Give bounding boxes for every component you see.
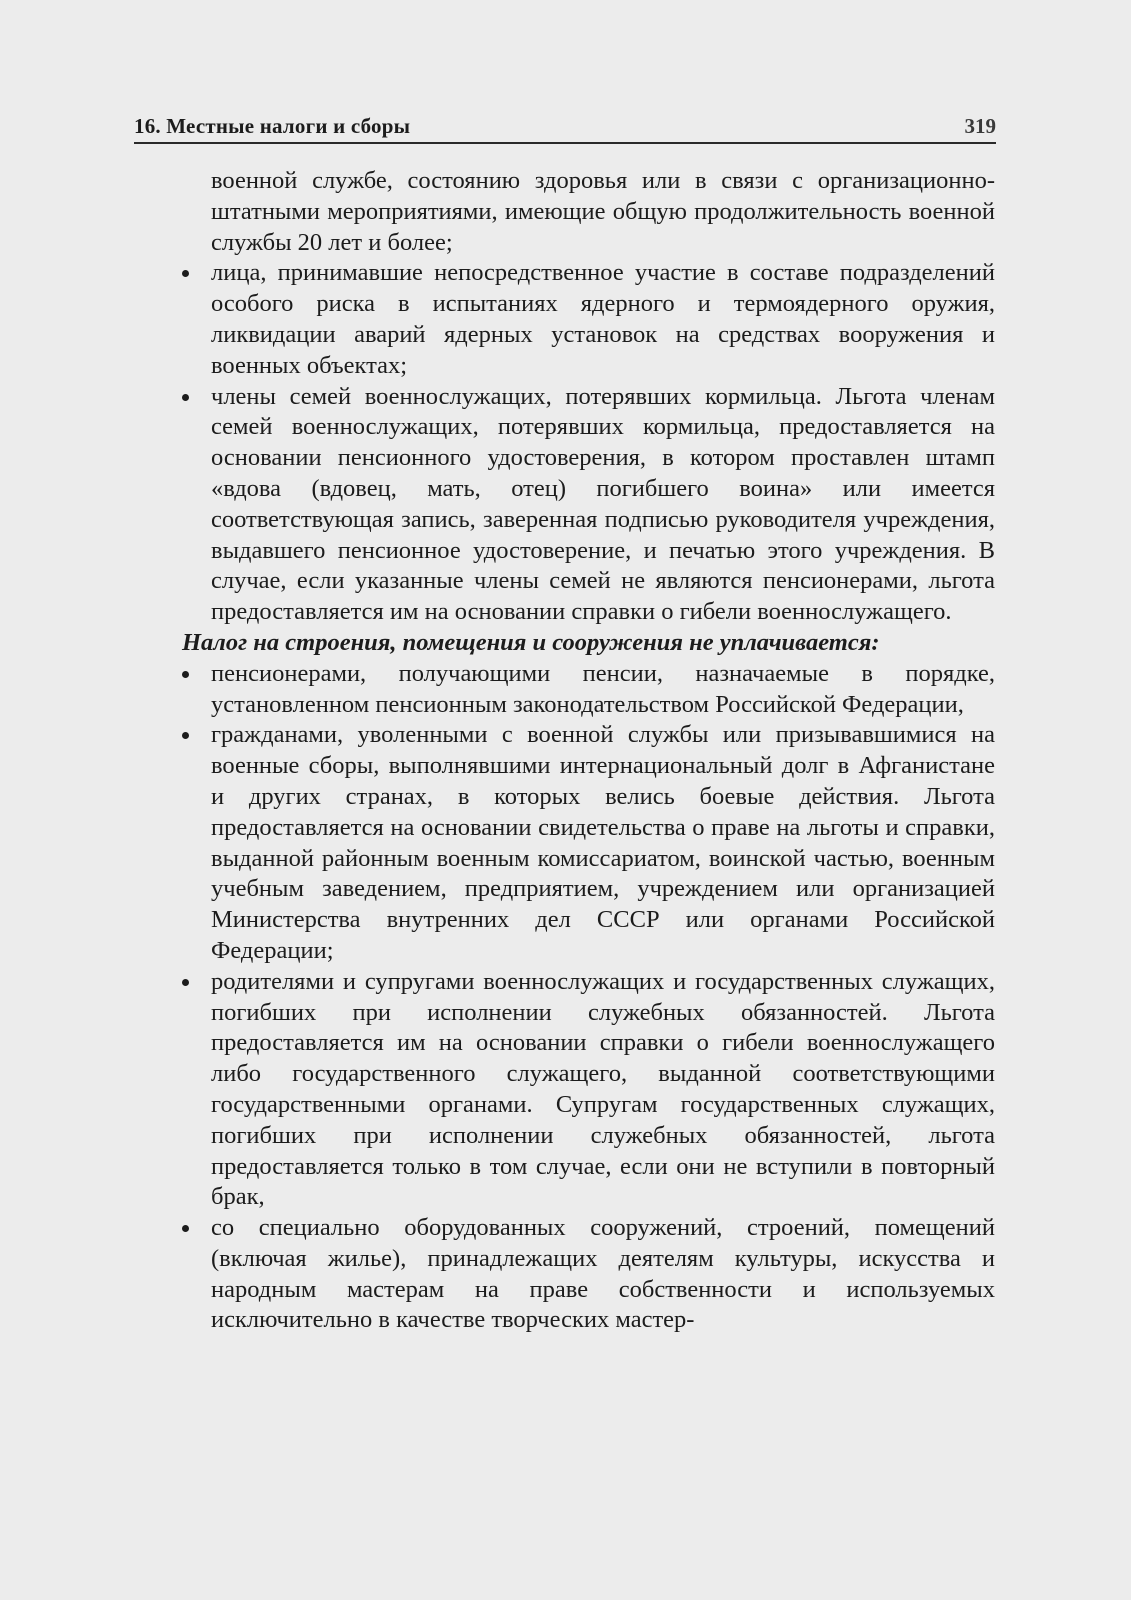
bullet-icon [182, 394, 189, 401]
section-heading: Налог на строения, помещения и сооружения не уплачивается: [182, 628, 880, 656]
list-item-text: лица, принимавшие непосредственное участие в составе подразделений особого риска в испытаниях ядерного и термоядерного оружия, ликвидации аварий ядерных установок на средствах вооружения и военных объектах; [211, 259, 995, 379]
bullet-icon [182, 270, 189, 277]
bullet-icon [182, 1225, 189, 1232]
bullet-icon [182, 732, 189, 739]
list-item-text: со специально оборудованных сооружений, строений, помещений (включая жилье), принадлежащих деятелям культуры, искусства и народным мастерам на праве собственности и используемых исключительно в качестве творческих мастер- [211, 1214, 995, 1334]
list-item-text: пенсионерами, получающими пенсии, назначаемые в порядке, установленном пенсионным законодательством Российской Федерации, [211, 659, 995, 718]
page-header [134, 112, 996, 144]
list-item [182, 382, 995, 628]
bullet-icon [182, 979, 189, 986]
running-title: 16. Местные налоги и сборы [134, 114, 411, 138]
list-item [182, 258, 995, 381]
list-item [182, 1213, 995, 1336]
list-item [182, 720, 995, 966]
bullet-icon [182, 671, 189, 678]
page-body [182, 166, 995, 1336]
page-number: 319 [964, 114, 996, 138]
list-item-text: гражданами, уволенными с военной службы или призывавшимися на военные сборы, выполнявшими интернациональный долг в Афганистане и других странах, в которых велись боевые действия. Льгота предоставляется на основании свидетельства о праве на льготы и справки, выданной районным военным комиссариатом, воинской частью, военным учебным заведением, предприятием, учреждением или организацией Министерства внутренних дел СССР или органами Российской Федерации; [211, 721, 995, 964]
list-item-text: члены семей военнослужащих, потерявших кормильца. Льгота членам семей военнослужащих, потерявших кормильца, предоставляется на основании пенсионного удостоверения, в котором проставлен штамп «вдова (вдовец, мать, отец) погибшего воина» или имеется соответствующая запись, заверенная подписью руководителя учреждения, выдавшего пенсионное удостоверение, и печатью этого учреждения. В случае, если указанные члены семей не являются пенсионерами, льгота предоставляется им на основании справки о гибели военнослужащего. [211, 382, 995, 626]
list-item [182, 967, 995, 1213]
list-item [182, 659, 995, 721]
list-item-text: родителями и супругами военнослужащих и государственных служащих, погибших при исполнении служебных обязанностей. Льгота предоставляется им на основании справки о гибели военнослужащего либо государственного служащего, выданной соответствующими государственными органами. Супругам государственных служащих, погибших при исполнении служебных обязанностей, льгота предоставляется только в том случае, если они не вступили в повторный брак, [211, 967, 995, 1211]
paragraph: военной службе, состоянию здоровья или в связи с организационно-штатными мероприятиями, имеющие общую продолжительность военной службы 20 лет и более; [211, 167, 995, 256]
